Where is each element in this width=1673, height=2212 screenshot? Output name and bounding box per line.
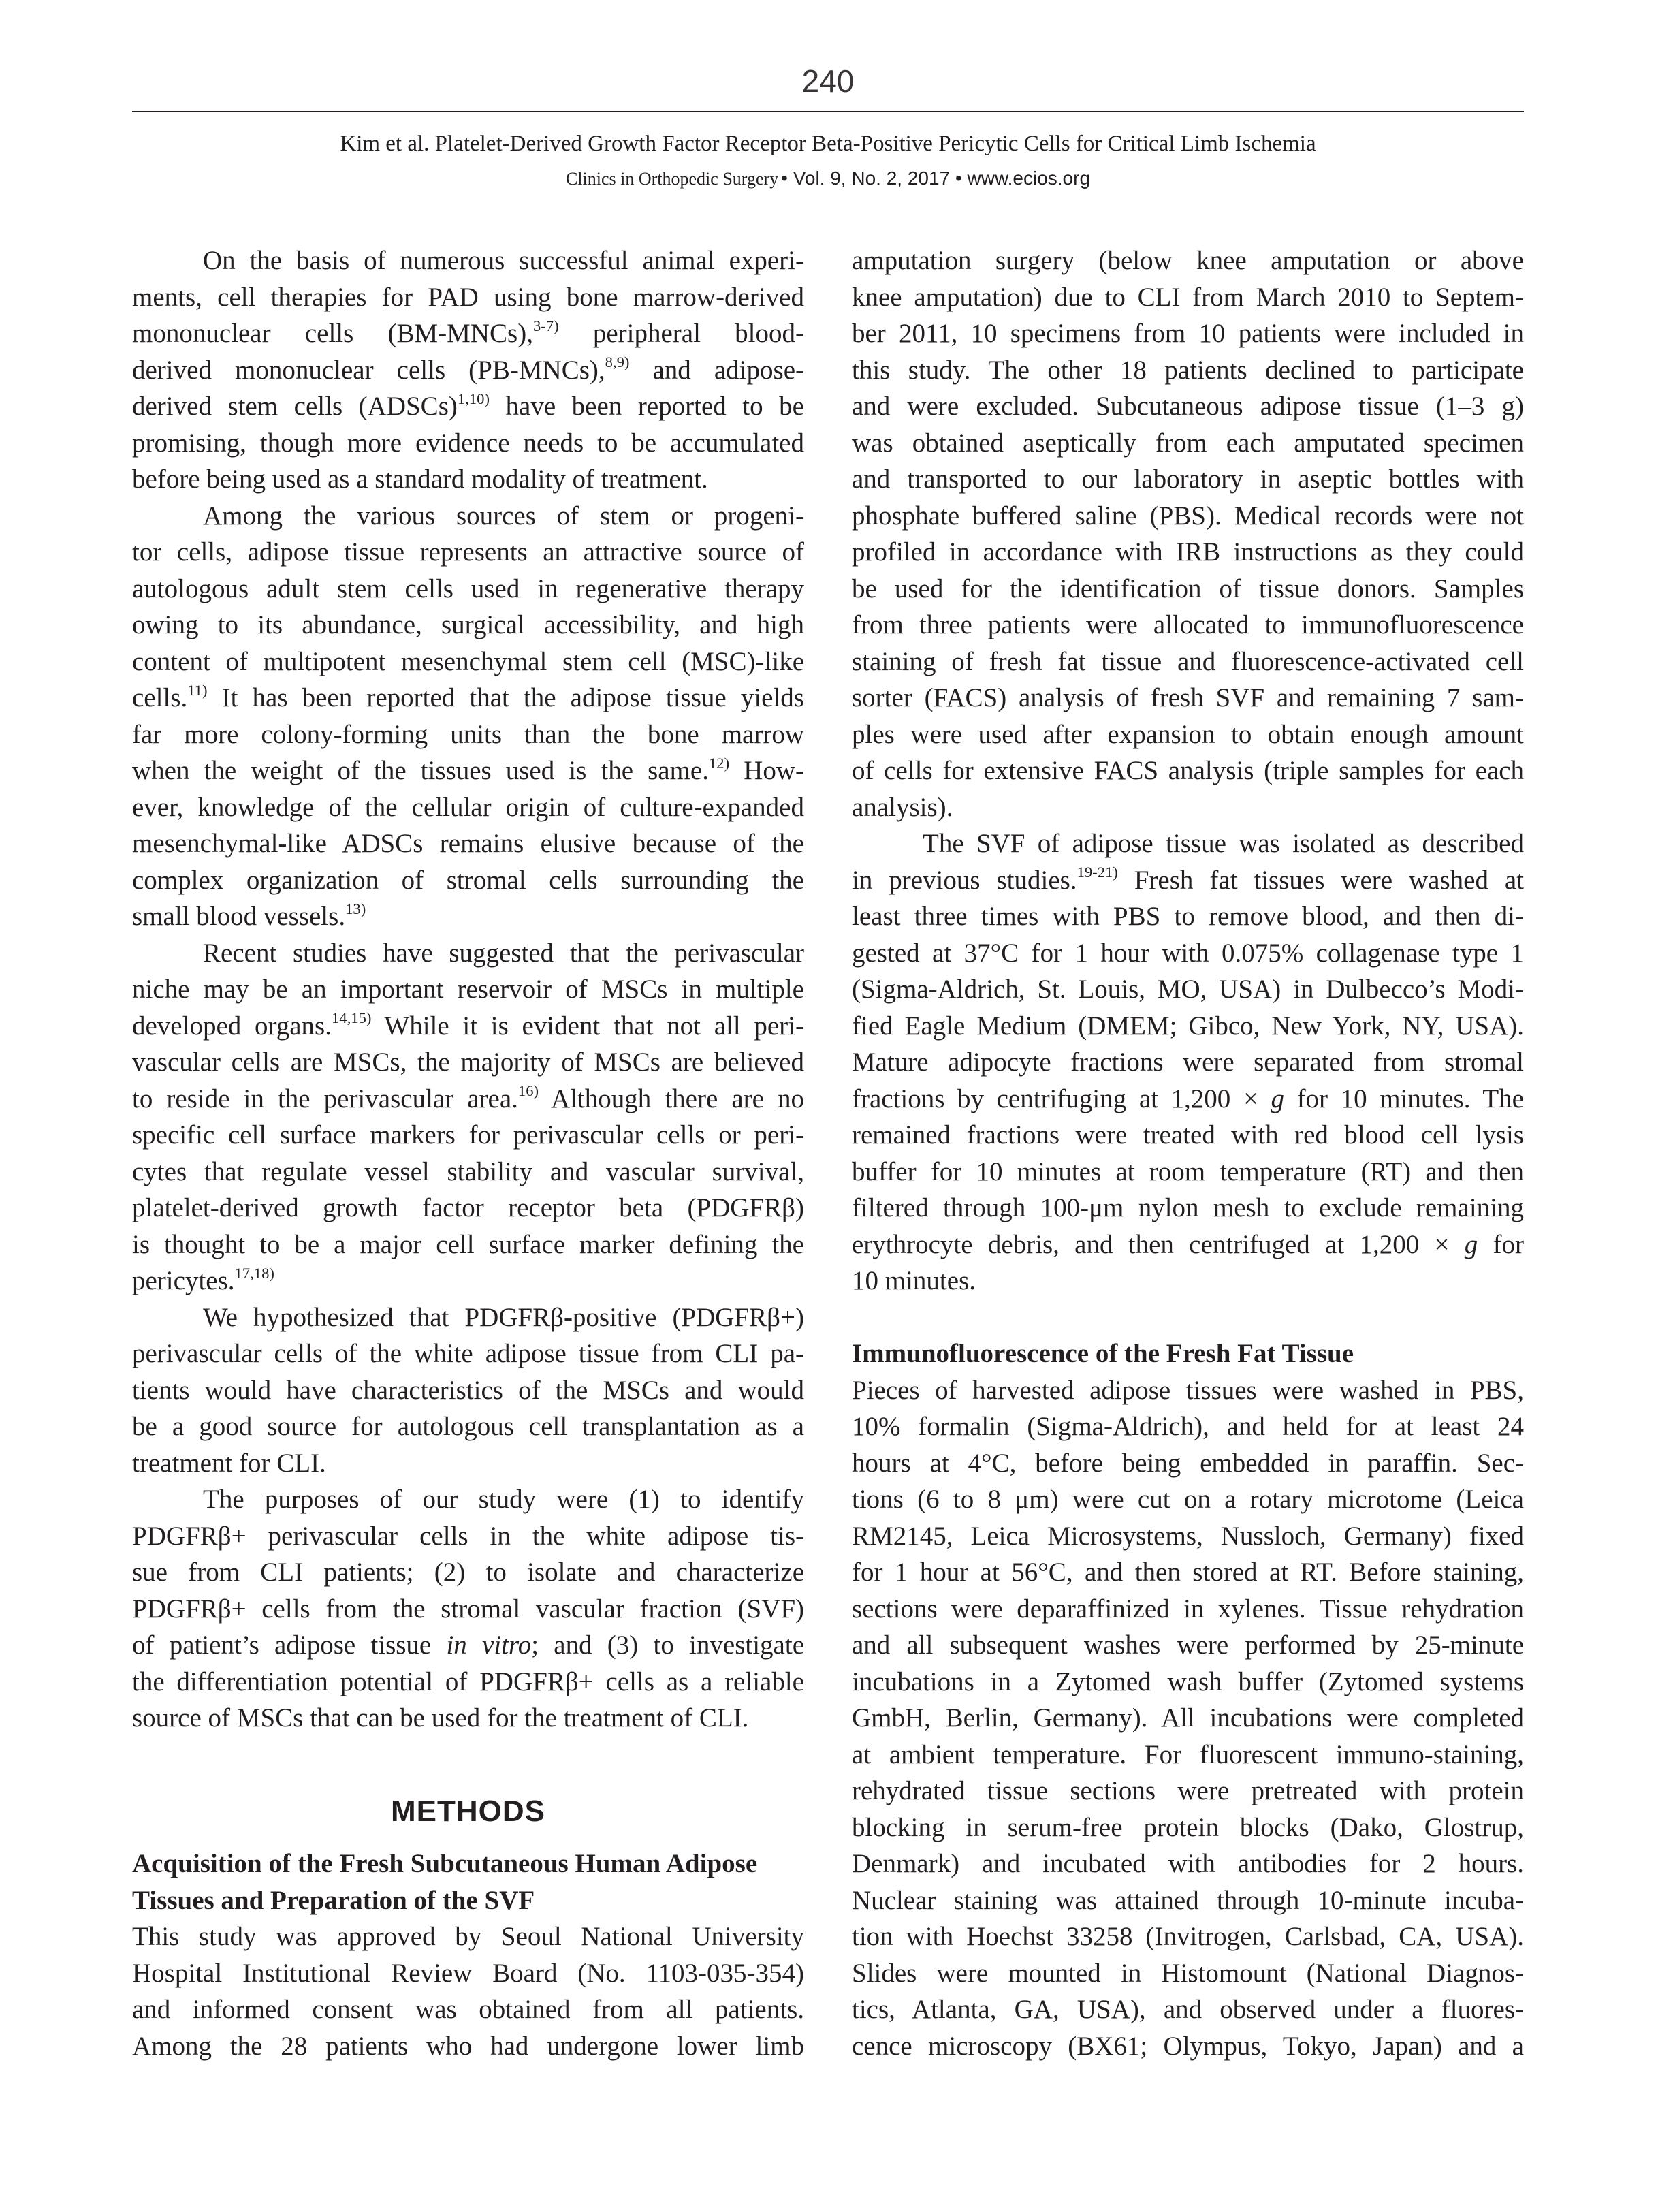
text-line: be used for the identification of tissue donors. Samples: [852, 573, 1524, 603]
subsection-heading-line: Immunofluorescence of the Fresh Fat Tissue: [852, 1339, 1354, 1368]
text-run: peripheral blood-: [558, 319, 804, 348]
text-line: and were excluded. Subcutaneous adipose tissue (1–3 g): [852, 392, 1524, 421]
text-line: from three patients were allocated to immunofluorescence: [852, 610, 1524, 639]
text-line: [132, 352, 804, 389]
section-heading: METHODS: [391, 1795, 545, 1829]
journal-name: Clinics in Orthopedic Surgery: [565, 169, 779, 189]
text-line: PDGFRβ+ cells from the stromal vascular fraction (SVF): [132, 1594, 804, 1624]
text-line: [132, 1081, 804, 1118]
paragraph: [132, 1481, 804, 1737]
text-line: RM2145, Leica Microsystems, Nussloch, Germany) fixed: [852, 1521, 1524, 1551]
text-run: fractions by centrifuging at 1,200 ×: [852, 1084, 1271, 1113]
text-line: autologous adult stem cells used in regenerative therapy: [132, 573, 804, 603]
citation-superscript: 8,9): [605, 353, 630, 371]
text-line: owing to its abundance, surgical accessibility, and high: [132, 610, 804, 639]
text-line: [132, 898, 804, 935]
text-line: tions (6 to 8 μm) were cut on a rotary microtome (Leica: [852, 1485, 1524, 1514]
text-line: analysis).: [852, 792, 953, 822]
text-line: ples were used after expansion to obtain enough amount: [852, 719, 1524, 749]
text-line: knee amputation) due to CLI from March 2010 to Septem-: [852, 282, 1524, 312]
text-run: in previous studies.: [852, 865, 1077, 895]
text-line: ever, knowledge of the cellular origin of culture-expanded: [132, 792, 804, 822]
text-line: rehydrated tissue sections were pretreated with protein: [852, 1776, 1524, 1805]
text-run: While it is evident that not all peri-: [371, 1011, 804, 1041]
text-run: pericytes.: [132, 1266, 235, 1295]
text-line: blocking in serum-free protein blocks (Dako, Glostrup,: [852, 1812, 1524, 1842]
text-line: staining of fresh fat tissue and fluorescence-activated cell: [852, 646, 1524, 676]
text-line: buffer for 10 minutes at room temperature (RT) and then: [852, 1156, 1524, 1186]
text-line: sue from CLI patients; (2) to isolate and characterize: [132, 1558, 804, 1587]
text-line: is thought to be a major cell surface marker defining the: [132, 1229, 804, 1259]
italic-term: in vitro: [446, 1630, 532, 1660]
paragraph: [132, 498, 804, 935]
text-line: Mature adipocyte fractions were separated from stromal: [852, 1047, 1524, 1077]
text-run: derived mononuclear cells (PB-MNCs),: [132, 355, 605, 385]
text-line: Slides were mounted in Histomount (National Diagnos-: [852, 1958, 1524, 1988]
text-run: for 10 minutes. The: [1284, 1084, 1524, 1113]
text-line: 10% formalin (Sigma-Aldrich), and held for at least 24: [852, 1412, 1524, 1441]
text-line: tients would have characteristics of the MSCs and would: [132, 1375, 804, 1405]
citation-superscript: 13): [345, 900, 366, 917]
text-line: Pieces of harvested adipose tissues were washed in PBS,: [852, 1375, 1524, 1405]
text-line: perivascular cells of the white adipose tissue from CLI pa-: [132, 1339, 804, 1368]
text-line: filtered through 100-μm nylon mesh to exclude remaining: [852, 1193, 1524, 1222]
text-line: sections were deparaffinized in xylenes. Tissue rehydration: [852, 1594, 1524, 1624]
subsection-heading-line: Tissues and Preparation of the SVF: [132, 1885, 535, 1915]
text-run: Fresh fat tissues were washed at: [1117, 865, 1524, 895]
text-line: ber 2011, 10 specimens from 10 patients were included in: [852, 319, 1524, 348]
text-line: of cells for extensive FACS analysis (triple samples for each: [852, 756, 1524, 785]
citation-superscript: 16): [517, 1082, 539, 1100]
text-line: mesenchymal-like ADSCs remains elusive because of the: [132, 829, 804, 858]
text-line: remained fractions were treated with red blood cell lysis: [852, 1120, 1524, 1150]
text-line: sorter (FACS) analysis of fresh SVF and remaining 7 sam-: [852, 683, 1524, 712]
text-line: content of multipotent mesenchymal stem cell (MSC)-like: [132, 646, 804, 676]
text-run: erythrocyte debris, and then centrifuged at 1,200 ×: [852, 1229, 1465, 1259]
text-line: [852, 862, 1524, 899]
text-line: On the basis of numerous successful animal experi-: [203, 246, 804, 275]
text-line: tion with Hoechst 33258 (Invitrogen, Carlsbad, CA, USA).: [852, 1922, 1524, 1951]
text-line: 10 minutes.: [852, 1266, 976, 1295]
text-line: far more colony-forming units than the bone marrow: [132, 719, 804, 749]
paragraph: [852, 1372, 1524, 2065]
text-line: [852, 1227, 1524, 1263]
text-line: Among the various sources of stem or progeni-: [203, 501, 804, 531]
text-line: complex organization of stromal cells surrounding the: [132, 865, 804, 895]
subsection-heading-line: Acquisition of the Fresh Subcutaneous Human Adipose: [132, 1849, 758, 1878]
subsection-heading: [852, 1336, 1524, 1372]
italic-term: g: [1271, 1084, 1284, 1113]
text-line: GmbH, Berlin, Germany). All incubations were completed: [852, 1703, 1524, 1733]
text-line: specific cell surface markers for perivascular cells or peri-: [132, 1120, 804, 1150]
text-line: incubations in a Zytomed wash buffer (Zytomed systems: [852, 1666, 1524, 1696]
text-run: to reside in the perivascular area.: [132, 1084, 518, 1113]
text-line: and all subsequent washes were performed by 25-minute: [852, 1630, 1524, 1660]
text-line: vascular cells are MSCs, the majority of MSCs are believed: [132, 1047, 804, 1077]
text-line: Recent studies have suggested that the perivascular: [203, 938, 804, 968]
text-line: and informed consent was obtained from all patients.: [132, 1995, 804, 2024]
text-line: [132, 680, 804, 716]
text-line: hours at 4°C, before being embedded in paraffin. Sec-: [852, 1448, 1524, 1478]
paragraph: [132, 1299, 804, 1482]
text-line: treatment for CLI.: [132, 1448, 326, 1478]
text-line: We hypothesized that PDGFRβ-positive (PDGFRβ+): [203, 1302, 804, 1332]
citation-superscript: 1,10): [457, 390, 490, 407]
paragraph: [852, 825, 1524, 1299]
text-line: source of MSCs that can be used for the treatment of CLI.: [132, 1703, 749, 1733]
left-column: [132, 242, 804, 2068]
right-column: [852, 242, 1524, 2068]
text-line: cytes that regulate vessel stability and vascular survival,: [132, 1156, 804, 1186]
text-line: promising, though more evidence needs to be accumulated: [132, 428, 804, 458]
running-head-title: Kim et al. Platelet-Derived Growth Factor Receptor Beta-Positive Pericytic Cells for Critical Limb Ischemia: [340, 131, 1316, 156]
text-line: Hospital Institutional Review Board (No. 1103-035-354): [132, 1958, 804, 1988]
text-line: gested at 37°C for 1 hour with 0.075% collagenase type 1: [852, 938, 1524, 968]
running-head-citation: [132, 165, 1524, 192]
text-line: [132, 1008, 804, 1045]
citation-superscript: 14,15): [332, 1009, 372, 1027]
text-run: of patient’s adipose tissue: [132, 1630, 447, 1660]
text-line: cence microscopy (BX61; Olympus, Tokyo, Japan) and a: [852, 2031, 1524, 2061]
header-rule: [132, 111, 1524, 112]
text-line: [132, 315, 804, 352]
text-run: for: [1478, 1229, 1524, 1259]
text-line: This study was approved by Seoul National University: [132, 1922, 804, 1951]
text-line: Among the 28 patients who had undergone lower limb: [132, 2031, 804, 2061]
text-line: least three times with PBS to remove blood, and then di-: [852, 902, 1524, 931]
citation-superscript: 17,18): [234, 1264, 274, 1282]
text-line: ments, cell therapies for PAD using bone marrow-derived: [132, 282, 804, 312]
text-run: Although there are no: [539, 1084, 804, 1113]
text-run: mononuclear cells (BM-MNCs),: [132, 319, 533, 348]
subsection-heading: [132, 1846, 804, 1918]
text-line: the differentiation potential of PDGFRβ+ cells as a reliable: [132, 1666, 804, 1696]
text-line: platelet-derived growth factor receptor beta (PDGFRβ): [132, 1193, 804, 1222]
text-line: was obtained aseptically from each amputated specimen: [852, 428, 1524, 458]
text-line: [132, 753, 804, 789]
text-line: tor cells, adipose tissue represents an attractive source of: [132, 537, 804, 567]
page-number: 240: [801, 63, 855, 99]
text-line: at ambient temperature. For fluorescent immuno-staining,: [852, 1739, 1524, 1769]
issue-info: • Vol. 9, No. 2, 2017 • www.ecios.org: [781, 168, 1091, 189]
citation-superscript: 19-21): [1077, 864, 1118, 881]
text-run: How-: [729, 756, 804, 785]
text-line: phosphate buffered saline (PBS). Medical records were not: [852, 501, 1524, 531]
text-run: derived stem cells (ADSCs): [132, 392, 458, 421]
text-line: The SVF of adipose tissue was isolated as described: [923, 829, 1524, 858]
text-line: Nuclear staining was attained through 10-minute incuba-: [852, 1885, 1524, 1915]
text-line: before being used as a standard modality of treatment.: [132, 464, 708, 494]
text-run: have been reported to be: [489, 392, 804, 421]
citation-superscript: 11): [187, 681, 208, 699]
text-run: small blood vessels.: [132, 902, 346, 931]
text-run: cells.: [132, 683, 188, 712]
text-run: developed organs.: [132, 1011, 332, 1041]
paragraph: [132, 935, 804, 1299]
text-line: [132, 1263, 804, 1299]
text-line: for 1 hour at 56°C, and then stored at RT. Before staining,: [852, 1558, 1524, 1587]
text-run: It has been reported that the adipose tissue yields: [207, 683, 804, 712]
text-line: [852, 1081, 1524, 1118]
text-line: niche may be an important reservoir of MSCs in multiple: [132, 975, 804, 1004]
citation-superscript: 3-7): [532, 317, 559, 334]
italic-term: g: [1464, 1229, 1478, 1259]
text-line: (Sigma-Aldrich, St. Louis, MO, USA) in Dulbecco’s Modi-: [852, 975, 1524, 1004]
text-line: [132, 388, 804, 425]
text-line: fied Eagle Medium (DMEM; Gibco, New York, NY, USA).: [852, 1011, 1524, 1041]
paragraph: [852, 242, 1524, 825]
text-line: amputation surgery (below knee amputation or above: [852, 246, 1524, 275]
text-line: this study. The other 18 patients declined to participate: [852, 355, 1524, 385]
paragraph: [132, 1918, 804, 2064]
citation-superscript: 12): [708, 754, 730, 772]
text-run: ; and (3) to investigate: [531, 1630, 804, 1660]
text-line: PDGFRβ+ perivascular cells in the white adipose tis-: [132, 1521, 804, 1551]
text-line: Denmark) and incubated with antibodies for 2 hours.: [852, 1849, 1524, 1878]
text-line: and transported to our laboratory in aseptic bottles with: [852, 464, 1524, 494]
paragraph: [132, 242, 804, 498]
text-run: and adipose-: [629, 355, 804, 385]
text-line: The purposes of our study were (1) to identify: [203, 1485, 804, 1514]
text-run: when the weight of the tissues used is the same.: [132, 756, 709, 785]
text-line: be a good source for autologous cell transplantation as a: [132, 1412, 804, 1441]
text-line: [132, 1627, 804, 1664]
text-line: tics, Atlanta, GA, USA), and observed under a fluores-: [852, 1995, 1524, 2024]
text-line: profiled in accordance with IRB instructions as they could: [852, 537, 1524, 567]
